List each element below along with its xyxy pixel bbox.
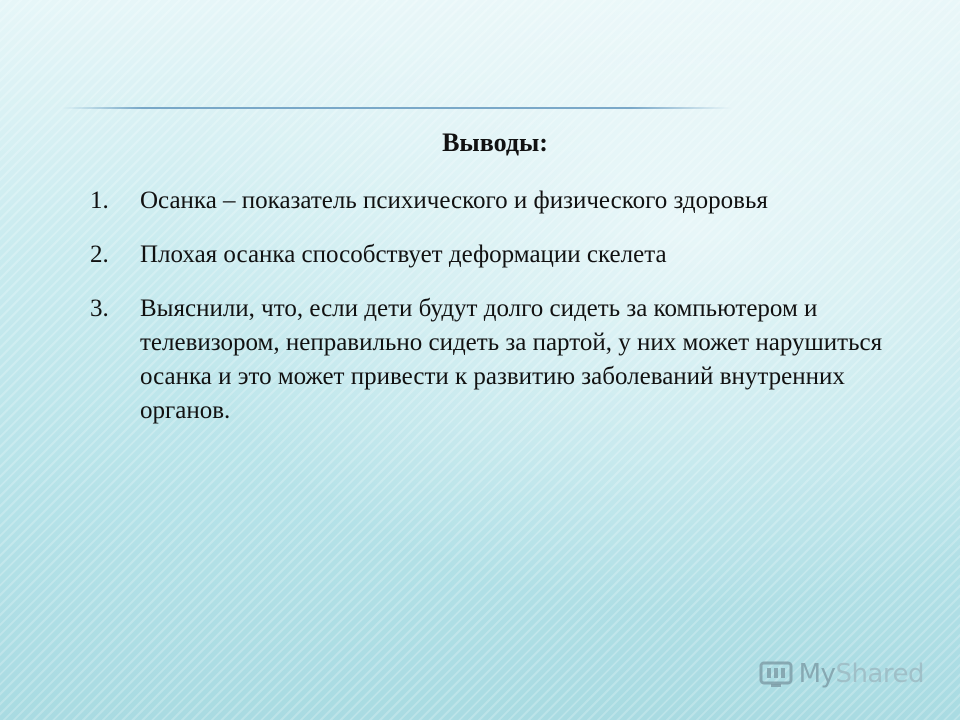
list-item-number: 1.	[90, 187, 109, 214]
watermark-text-my: My	[798, 659, 836, 689]
list-item-number: 2.	[90, 241, 109, 268]
watermark-text-shared: Shared	[835, 659, 924, 689]
list-item	[90, 238, 890, 272]
list-item-text: Выяснили, что, если дети будут долго сидеть за компьютером и телевизором, неправильно сидеть за партой, у них может нарушиться осанка и это может привести к развитию заболеваний внутренних органов.	[140, 295, 883, 424]
myshared-watermark	[759, 656, 924, 692]
divider-line	[62, 107, 732, 109]
slide-heading: Выводы:	[442, 128, 548, 157]
watermark-text	[799, 659, 924, 689]
list-item-text: Плохая осанка способствует деформации скелета	[140, 241, 667, 268]
list-item-number: 3.	[90, 295, 109, 322]
list-item	[90, 292, 890, 428]
myshared-logo-icon	[759, 659, 793, 689]
list-item	[90, 184, 890, 218]
conclusions-list	[90, 184, 890, 448]
list-item-text: Осанка – показатель психического и физического здоровья	[140, 187, 768, 214]
